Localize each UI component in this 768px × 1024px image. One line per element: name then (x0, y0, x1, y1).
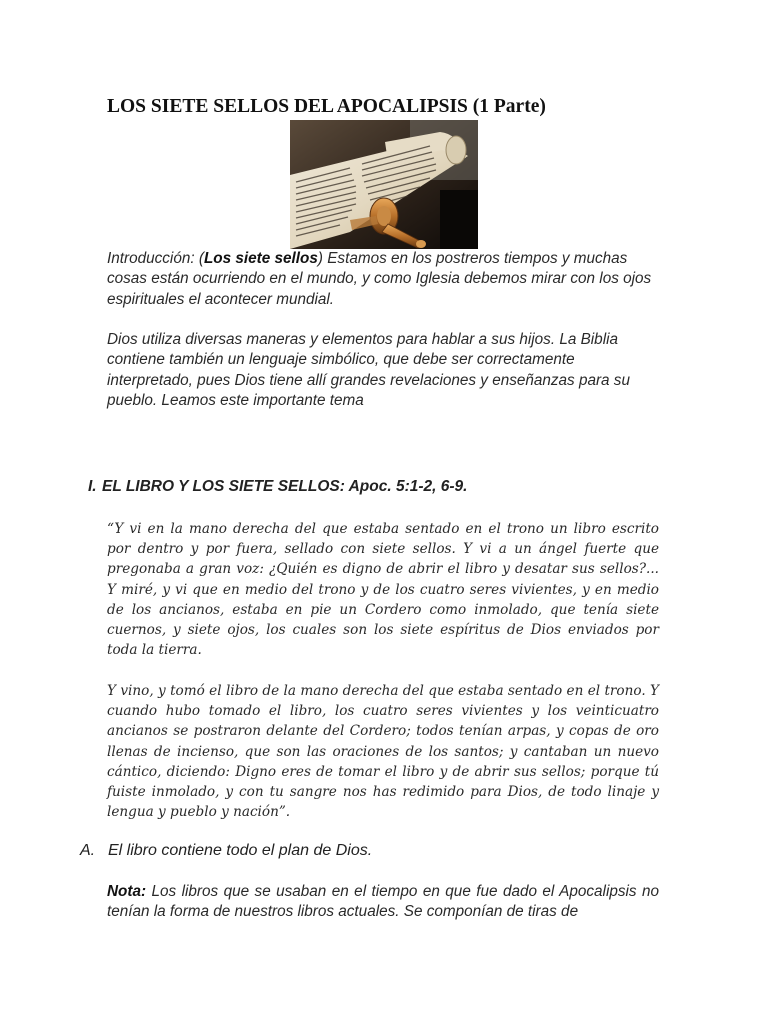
body-paragraph: Dios utiliza diversas maneras y elementos para hablar a sus hijos. La Biblia contiene también un lenguaje simbólico, que debe ser correctamente interpretado, pues Dios tiene allí grandes revelaciones y enseñanzas para su pueblo. Leamos este importante tema (107, 331, 630, 410)
subsection-heading (80, 842, 372, 860)
section-number: I. (88, 478, 97, 495)
intro-text: ) Estamos en los postreros tiempos y muchas cosas están ocurriendo en el mundo, y como Iglesia debemos mirar con los ojos espirituales el acontecer mundial. (107, 250, 652, 308)
intro-label: Introducción: ( (107, 250, 204, 267)
subsection-letter: A. (80, 842, 96, 859)
subsection-heading-text: El libro contiene todo el plan de Dios. (108, 842, 373, 859)
page-title: LOS SIETE SELLOS DEL APOCALIPSIS (1 Parte) (107, 96, 546, 117)
note-text: Los libros que se usaban en el tiempo en que fue dado el Apocalipsis no tenían la forma de nuestros libros actuales. Se componían de tiras de (107, 883, 659, 921)
section-heading (88, 478, 467, 496)
note-paragraph (107, 882, 659, 923)
note-label: Nota: (107, 883, 147, 900)
scripture-quote-1: “Y vi en la mano derecha del que estaba sentado en el trono un libro escrito por dentro y por fuera, sellado con siete sellos. Y vi a un ángel fuerte que pregonaba a gran voz: ¿Quién es digno de abrir el libro y desatar sus sellos?... Y miré, y vi que en medio del trono y de los cuatro seres vivientes, y en medio de los ancianos, estaba en pie un Cordero como inmolado, que tenía siete cuernos, y siete ojos, los cuales son los siete espíritus de Dios enviados por toda la tierra. (107, 521, 659, 659)
torah-scroll-image (290, 120, 478, 249)
section-heading-text: EL LIBRO Y LOS SIETE SELLOS: Apoc. 5:1-2, 6-9. (102, 478, 468, 495)
scripture-quote-2: Y vino, y tomó el libro de la mano derecha del que estaba sentado en el trono. Y cuando hubo tomado el libro, los cuatro seres vivientes y los veinticuatro ancianos se postraron delante del Cordero; todos tenían arpas, y copas de oro llenas de incienso, que son las oraciones de los santos; y cantaban un nuevo cántico, diciendo: Digno eres de tomar el libro y de abrir sus sellos; porque tú fuiste inmolado, y con tu sangre nos has redimido para Dios, de todo linaje y lengua y pueblo y nación”. (107, 683, 659, 821)
intro-bold-term: Los siete sellos (203, 250, 318, 267)
intro-paragraph (107, 249, 659, 310)
